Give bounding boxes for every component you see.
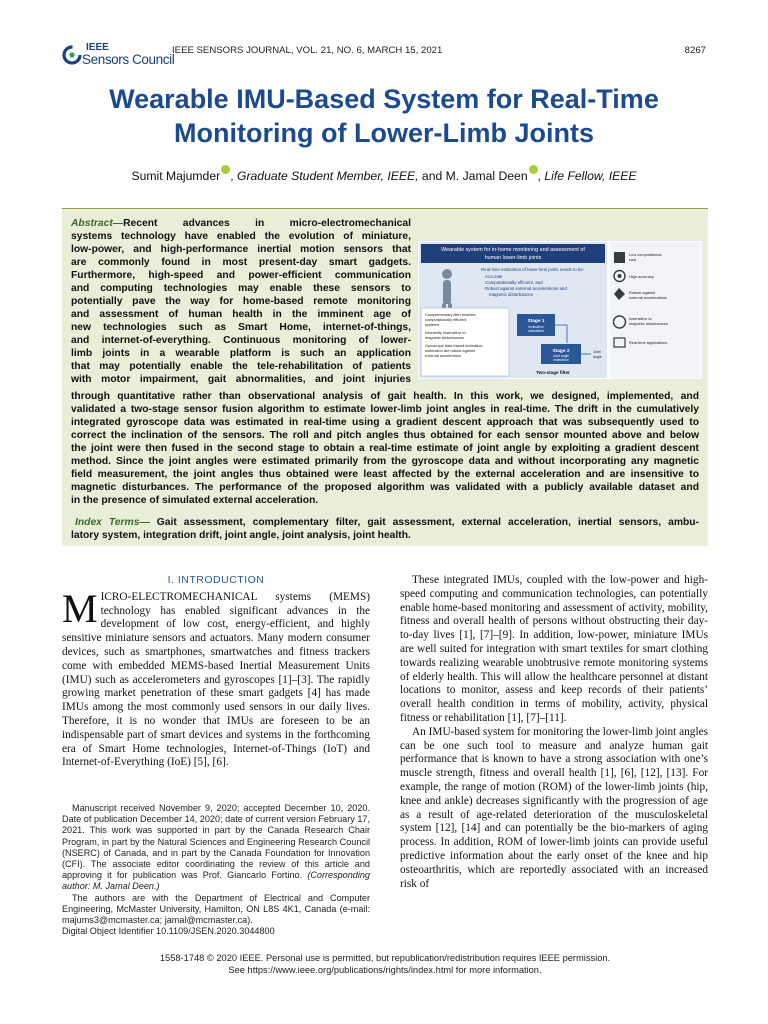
joint-angle-label: angle — [593, 355, 602, 359]
svg-text:external accelerations: external accelerations — [629, 295, 667, 300]
council-logo-icon — [62, 44, 82, 66]
copyright-line: 1558-1748 © 2020 IEEE. Personal use is permitted, but republication/redistribution requires IEEE permission. — [159, 953, 611, 963]
gfx-needs-item: magnetic disturbances — [489, 292, 533, 297]
copyright-notice — [62, 953, 708, 976]
abstract-line: Abstract—Recent advances in micro-electromechanical — [71, 218, 411, 229]
abstract-line: limb joints in a wearable platform is such an application — [71, 348, 411, 359]
stage-2-sub: estimation — [553, 358, 569, 362]
index-terms-label: Index Terms — [75, 517, 140, 528]
page-number: 8267 — [684, 45, 706, 56]
abstract-wide — [71, 390, 699, 507]
corresponding-author: (Corresponding author: M. Jamal Deen.) — [62, 870, 370, 892]
abstract-line: the joint were then fused in the second stage to obtain a real-time estimate of joint angle by exploiting a gradient descent — [71, 443, 699, 454]
abstract-line: method. Since the joint angles were estimated primarily from the gyroscope data and without incorporating any magnetic — [71, 456, 699, 467]
svg-text:Robust against: Robust against — [629, 290, 655, 295]
abstract-line: integrated gyroscope data was estimated in real-time using a gradient descent approach that was subsequently used to — [71, 417, 699, 428]
author-1-role: Graduate Student Member, IEEE, — [236, 169, 419, 184]
author-separator: , — [230, 169, 234, 184]
footnote-doi: Digital Object Identifier 10.1109/JSEN.2020.3044800 — [62, 926, 275, 937]
abstract-line: and assessment of human health in the imminent age of — [71, 309, 411, 320]
abstract-line: Furthermore, high-speed and power-efficient communication — [71, 270, 411, 281]
footnote-manuscript: Manuscript received November 9, 2020; accepted December 10, 2020. Date of publication December 14, 2020; date of current version February 17, 2021. This work was supported in part by the Canada Research Chair Program, in part by the Natural Sciences and Engineering Research Council (NSERC) of Canada, and in part by the Canada Foundation for Innovation (CFI). The associate editor coordinating the review of this article and approving it for publication was Prof. Giancarlo Fortino. (Corresponding author: M. Jamal Deen.) — [62, 803, 370, 892]
abstract-line: low-power, and high-performance inertial motion sensors that — [71, 244, 411, 255]
author-2-name: and M. Jamal Deen — [421, 169, 528, 184]
gfx-bullet: external acceleration — [425, 353, 461, 358]
index-terms — [71, 516, 699, 542]
author-line — [60, 166, 708, 183]
ieee-sensors-council-logo — [62, 41, 175, 69]
index-terms-dash: — — [139, 517, 150, 528]
abstract-line: magnetic disturbances. The performance of the proposed algorithm was validated with a publicly available dataset and — [71, 482, 699, 493]
svg-text:cost: cost — [629, 257, 637, 262]
author-separator: , — [537, 169, 541, 184]
logo-text-council: Sensors Council — [82, 52, 175, 67]
abstract-line: in the presence of simulated external acceleration. — [71, 495, 319, 506]
journal-header: IEEE SENSORS JOURNAL, VOL. 21, NO. 6, MARCH 15, 2021 — [172, 45, 443, 56]
right-column — [400, 574, 708, 891]
gfx-bullet: Complementary filter enables — [425, 312, 476, 317]
abstract-line: that may potentially enable the tele-rehabilitation of patients — [71, 361, 411, 372]
index-terms-line: latory system, integration drift, joint angle, joint analysis, joint health. — [71, 530, 411, 541]
author-1-name: Sumit Majumder — [131, 169, 221, 184]
copyright-line: See https://www.ieee.org/publications/rights/index.html for more information. — [228, 964, 542, 975]
abstract-line: are commonly found in most present-day smart gadgets. — [71, 257, 411, 268]
abstract-line: potentially pave the way for home-based remote monitoring — [71, 296, 411, 307]
stage-1-label: Stage 1 — [527, 319, 545, 324]
drop-cap: M — [62, 585, 98, 631]
gfx-banner-line: Wearable system for in-home monitoring and assessment of — [441, 247, 585, 253]
abstract-line: systems technology have enabled the evolution of miniature, — [71, 231, 411, 242]
svg-text:Insensitive to: Insensitive to — [629, 316, 652, 321]
gfx-banner-line: human lower-limb joints — [484, 255, 542, 261]
abstract-line: validated a two-stage sensor fusion algorithm to estimate lower-limb joint angles in real-time. The drift in the cumulatively — [71, 404, 699, 415]
abstract-line: new technologies such as Smart Home, internet-of-things, — [71, 322, 411, 333]
graphical-abstract — [417, 240, 703, 380]
svg-text:magnetic disturbances: magnetic disturbances — [629, 321, 668, 326]
stage-1-sub: Inclination — [528, 325, 544, 329]
abstract-line: field measurement, the joint angles thus obtained were least affected by the external acceleration and are insensitive to — [71, 469, 699, 480]
abstract-line: through quantitative rather than observational analysis of gait health. In this work, we designed, implemented, and — [71, 391, 699, 402]
stage-2-label: Stage 2 — [552, 349, 570, 354]
index-terms-line: Index Terms— Gait assessment, complementary filter, gait assessment, external acceleration, inertial sensors, ambu- — [75, 517, 699, 528]
logo-text-ieee: IEEE — [86, 42, 109, 53]
stage-2-sub: Joint angle — [552, 354, 570, 358]
stage-1-sub: calculation — [527, 329, 545, 333]
orcid-icon[interactable] — [221, 165, 230, 174]
gfx-bullet: systems — [425, 322, 440, 327]
gfx-bullet: Inherently insensitive to — [425, 330, 466, 335]
joint-angle-label: Joint — [593, 350, 601, 354]
svg-text:Real-time applications: Real-time applications — [629, 340, 668, 345]
body-paragraph: An IMU-based system for monitoring the lower-limb joint angles can be one such tool to measure and analyze human gait performance that is known to have a strong association with one’s muscle strength, fitness and overall health [1], [6], [12], [13]. For example, the range of motion (ROM) of the lower-limb joints (hip, knee and ankle) decreases significantly with the progression of age as a result of age-related deterioration of the musculoskeletal system [12], [14] and can potentially be the bio-markers of aging process. In addition, ROM of lower-limb joints can provide useful predictive information about the early onset of the knee and hip osteoarthritis, which are reportedly associated with an increased risk of — [400, 725, 708, 890]
intro-paragraph: MICRO-ELECTROMECHANICAL systems (MEMS) technology has enabled significant advances in the development of low cost, energy-efficient, and highly sensitive miniature sensors and actuators. Many modern consumer devices, such as smartphones, smartwatches and fitness trackers come with embedded MEMS-based Inertial Measurement Units (IMU) such as accelerometers and gyroscopes [1]–[3]. The rapidly growing market penetration of these smart gadgets [4] has made IMUs among the most commonly used sensors in our daily lives. Therefore, it is no wonder that IMUs are foreseen to be an indispensable part of smart devices and systems in the forthcoming era of Smart Home technologies, Internet-of-Things (IoT) and Internet-of-Everything (IoE) [5], [6]. — [62, 585, 370, 769]
left-column — [62, 574, 370, 770]
svg-text:High accuracy: High accuracy — [629, 274, 654, 279]
chip-icon — [614, 252, 625, 263]
gfx-needs-item: Robust against external accelerations and — [485, 286, 567, 291]
gfx-bullet: computationally efficient — [425, 317, 467, 322]
gfx-needs-item: Computationally efficient, and — [485, 280, 543, 285]
abstract-line: correct the inclination of the sensors. The roll and pitch angles thus obtained for each sensor mounted above and below — [71, 430, 699, 441]
gfx-bullet: estimation are robust against — [425, 348, 475, 353]
abstract-narrow — [71, 217, 411, 386]
abstract-line: with motor impairment, gait abnormalities, and joint injuries — [71, 374, 411, 385]
gfx-bullet: Gyroscope data based inclination — [425, 343, 483, 348]
abstract-dash: — — [112, 218, 124, 229]
paper-title: Wearable IMU-Based System for Real-Time Monitoring of Lower-Limb Joints — [109, 84, 659, 148]
gfx-needs-title: Real-time estimation of lower-limb joints needs to be- — [481, 267, 585, 272]
gfx-bullet: magnetic disturbances — [425, 335, 464, 340]
abstract-line: and internet-of-everything. Continuous monitoring of lower- — [71, 335, 411, 346]
abstract-line: and computing technologies may enable these sensors to — [71, 283, 411, 294]
section-heading-introduction: I. INTRODUCTION — [167, 574, 265, 586]
gfx-needs-item: Accurate — [485, 274, 503, 279]
two-stage-filter-label: Two-stage filter — [536, 370, 570, 375]
svg-text:Low computational: Low computational — [629, 252, 662, 257]
footnote — [62, 803, 370, 937]
orcid-icon[interactable] — [529, 165, 538, 174]
author-2-role: Life Fellow, IEEE — [544, 169, 637, 184]
abstract-label: Abstract — [71, 218, 113, 229]
body-paragraph: These integrated IMUs, coupled with the low-power and high-speed computing and communication technologies, can potentially enable home-based monitoring and assessment of activity, mobility, fitness and overall health of persons without obstructing their day-to-day lives [1], [7]–[9]. In addition, low-power, miniature IMUs are well suited for integration with smart textiles for smart clothing towards realizing wearable unobtrusive remote monitoring systems of elderly health. This will allow the healthcare personnel at distant locations to monitor, assess and keep records of their patients’ overall health condition in terms of mobility, activity, physical fitness or rehabilitation [1], [7]–[11]. — [400, 574, 708, 724]
footnote-affiliation: The authors are with the Department of Electrical and Computer Engineering, McMaster University, Hamilton, ON L8S 4K1, Canada (e-mail: majums3@mcmaster.ca; jamal@mcmaster.ca). — [62, 892, 370, 926]
